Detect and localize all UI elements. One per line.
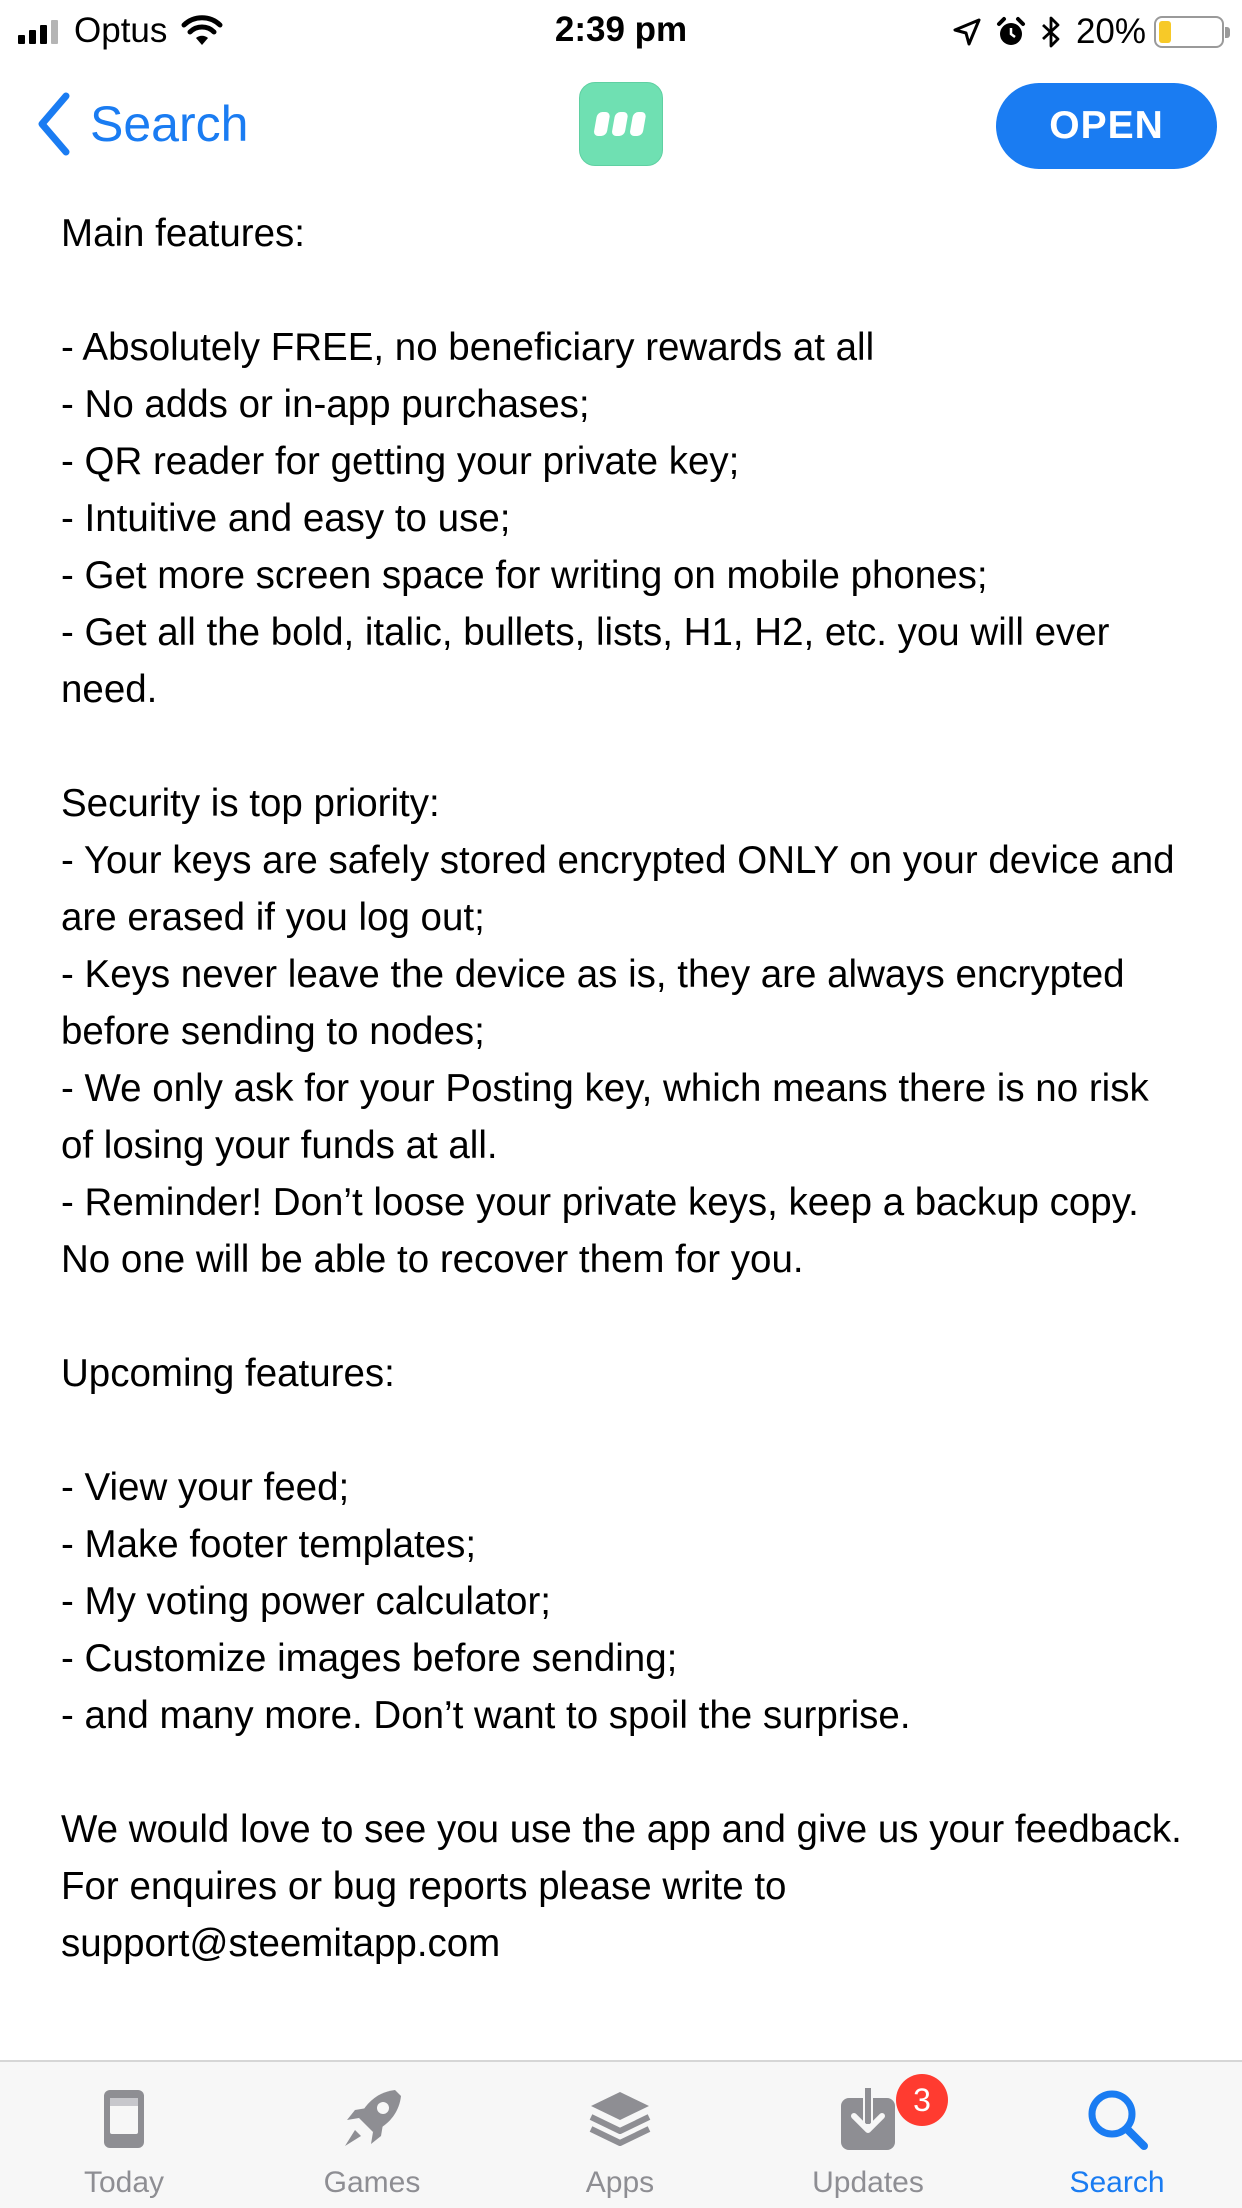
main-feature-item: - No adds or in-app purchases; (61, 383, 590, 426)
tab-today[interactable] (0, 2062, 248, 2208)
security-item: - Your keys are safely stored encrypted ONLY on your device and are erased if you log out; (61, 839, 1175, 939)
main-feature-item: - Absolutely FREE, no beneficiary rewards at all (61, 326, 875, 369)
battery-icon (1154, 16, 1224, 48)
tab-games[interactable] (248, 2062, 496, 2208)
battery-percent: 20% (1075, 12, 1146, 51)
search-icon (1082, 2084, 1152, 2154)
upcoming-item: - My voting power calculator; (61, 1580, 551, 1623)
battery-cap (1225, 27, 1230, 38)
back-button[interactable] (36, 92, 248, 156)
upcoming-heading: Upcoming features: (61, 1352, 395, 1395)
contact-text: For enquires or bug reports please write to support@steemitapp.com (61, 1865, 787, 1965)
app-logo-icon (593, 109, 649, 139)
security-item: - We only ask for your Posting key, which means there is no risk of losing your funds at all. (61, 1067, 1149, 1167)
tab-label: Search (1069, 2166, 1165, 2199)
main-feature-item: - Intuitive and easy to use; (61, 497, 511, 540)
nav-bar (0, 62, 1242, 188)
security-heading: Security is top priority: (61, 782, 440, 825)
status-right (938, 12, 1224, 52)
main-feature-item: - QR reader for getting your private key; (61, 440, 740, 483)
security-item: - Reminder! Don’t loose your private keys, keep a backup copy. No one will be able to recover them for you. (61, 1181, 1139, 1281)
updates-badge: 3 (896, 2074, 948, 2126)
main-feature-item: - Get more screen space for writing on mobile phones; (61, 554, 988, 597)
upcoming-item: - View your feed; (61, 1466, 350, 1509)
tab-label: Today (83, 2166, 165, 2199)
tab-label: Apps (585, 2166, 655, 2199)
upcoming-item: - Make footer templates; (61, 1523, 477, 1566)
rocket-icon (337, 2084, 407, 2154)
upcoming-item: - Customize images before sending; (61, 1637, 678, 1680)
app-description (61, 205, 1191, 1972)
main-feature-item: - Get all the bold, italic, bullets, lists, H1, H2, etc. you will ever need. (61, 611, 1110, 711)
upcoming-item: - and many more. Don’t want to spoil the surprise. (61, 1694, 911, 1737)
app-icon (579, 82, 663, 166)
security-item: - Keys never leave the device as is, they are always encrypted before sending to nodes; (61, 953, 1125, 1053)
chevron-left-icon (36, 92, 72, 156)
tab-label: Updates (812, 2166, 924, 2199)
tab-bar (0, 2060, 1242, 2208)
location-arrow-icon (952, 17, 982, 47)
main-features-heading: Main features: (61, 212, 305, 255)
tab-search[interactable] (992, 2062, 1242, 2208)
layers-icon (585, 2084, 655, 2154)
download-icon (833, 2084, 903, 2154)
closing-text: We would love to see you use the app and give us your feedback. (61, 1808, 1182, 1851)
back-button-label: Search (90, 96, 249, 152)
battery-level (1159, 21, 1171, 43)
today-icon (89, 2084, 159, 2154)
bluetooth-icon (1040, 15, 1062, 49)
alarm-icon (996, 16, 1026, 48)
tab-apps[interactable] (496, 2062, 744, 2208)
tab-label: Games (323, 2166, 421, 2199)
status-time: 2:39 pm (554, 10, 688, 49)
open-button[interactable]: OPEN (996, 83, 1217, 169)
carrier-name: Optus (74, 11, 168, 50)
status-bar (0, 0, 1242, 62)
tab-updates[interactable] (744, 2062, 992, 2208)
